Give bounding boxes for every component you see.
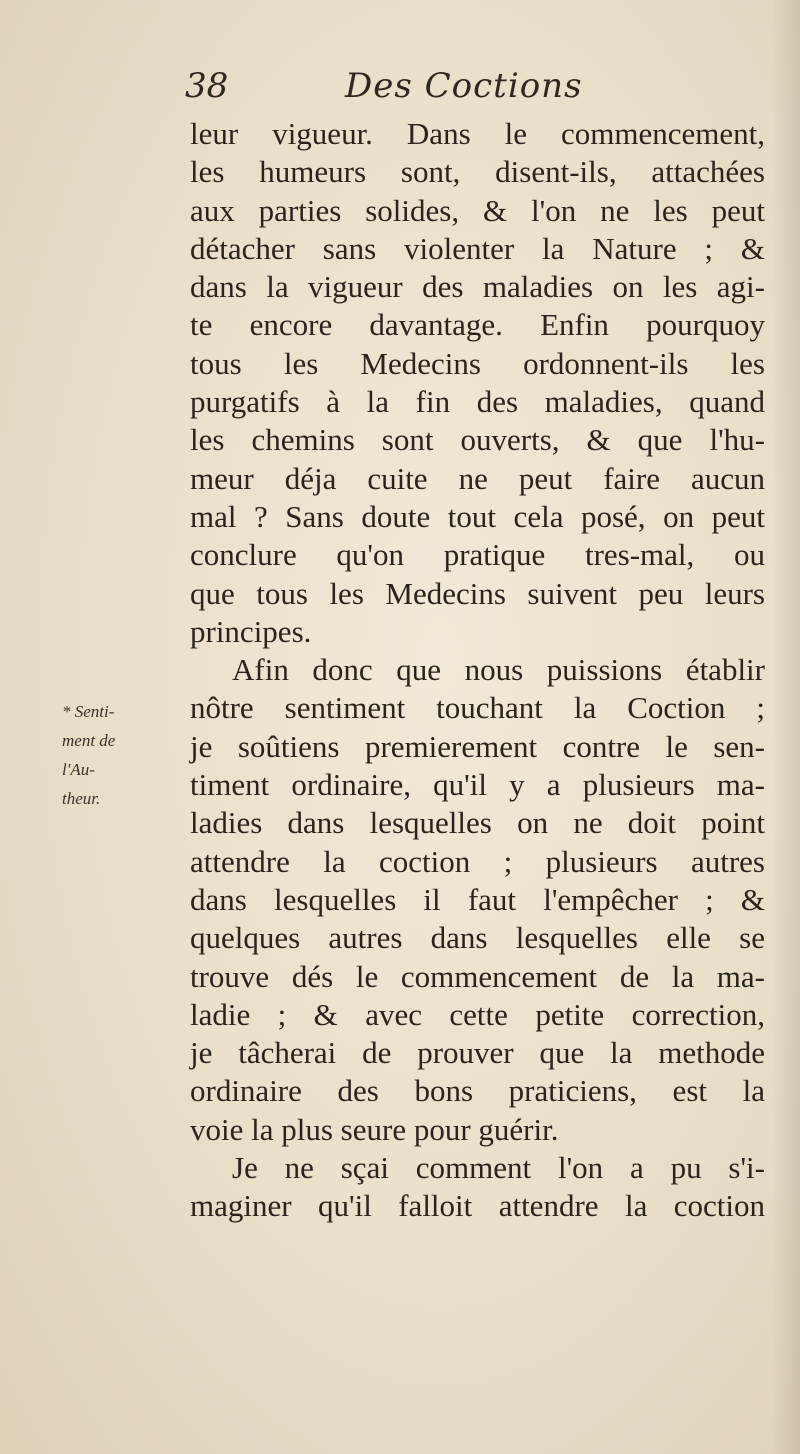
text-line: principes.	[190, 613, 312, 649]
text-line: trouve dés le commencement de la ma-	[190, 958, 765, 994]
body-text	[190, 115, 765, 1226]
text-line: que tous les Medecins suivent peu leurs	[190, 575, 765, 611]
text-line: conclure qu'on pratique tres-mal, ou	[190, 537, 765, 573]
text-line: ladies dans lesquelles on ne doit point	[190, 805, 765, 841]
text-line: ladie ; & avec cette petite correction,	[190, 996, 765, 1032]
page-header	[185, 66, 585, 116]
text-line: nôtre sentiment touchant la Coction ;	[190, 690, 765, 726]
text-line: attendre la coction ; plusieurs autres	[190, 843, 765, 879]
margin-note-line: theur.	[62, 789, 101, 808]
text-line: dans la vigueur des maladies on les agi-	[190, 269, 765, 305]
text-line: maginer qu'il falloit attendre la coction	[190, 1188, 765, 1224]
text-line: voie la plus seure pour guérir.	[190, 1111, 559, 1147]
text-line: les humeurs sont, disent-ils, attachées	[190, 154, 765, 190]
text-line: quelques autres dans lesquelles elle se	[190, 920, 765, 956]
page-edge-shadow	[772, 0, 800, 1454]
text-line: détacher sans violenter la Nature ; &	[190, 230, 765, 266]
margin-note-line: * Senti-	[62, 702, 115, 721]
text-line: aux parties solides, & l'on ne les peut	[190, 192, 765, 228]
page-number: 38	[185, 66, 229, 106]
text-line: timent ordinaire, qu'il y a plusieurs ma-	[190, 767, 765, 803]
text-line: ordinaire des bons praticiens, est la	[190, 1073, 765, 1109]
text-line: Afin donc que nous puissions établir	[232, 652, 765, 688]
margin-note-line: l'Au-	[62, 760, 95, 779]
text-line: dans lesquelles il faut l'empêcher ; &	[190, 881, 765, 917]
text-line: leur vigueur. Dans le commencement,	[190, 116, 765, 151]
text-line: meur déja cuite ne peut faire aucun	[190, 460, 765, 496]
text-line: Je ne sçai comment l'on a pu s'i-	[232, 1150, 765, 1186]
text-line: te encore davantage. Enfin pourquoy	[190, 307, 765, 343]
text-line: purgatifs à la fin des maladies, quand	[190, 384, 765, 420]
text-line: je soûtiens premierement contre le sen-	[190, 728, 765, 764]
text-line: je tâcherai de prouver que la methode	[190, 1035, 765, 1071]
text-line: mal ? Sans doute tout cela posé, on peut	[190, 498, 765, 534]
running-head: Des Coctions	[345, 66, 583, 106]
margin-note	[62, 697, 180, 813]
margin-note-line: ment de	[62, 731, 116, 750]
text-line: les chemins sont ouverts, & que l'hu-	[190, 422, 765, 458]
text-line: tous les Medecins ordonnent-ils les	[190, 345, 765, 381]
